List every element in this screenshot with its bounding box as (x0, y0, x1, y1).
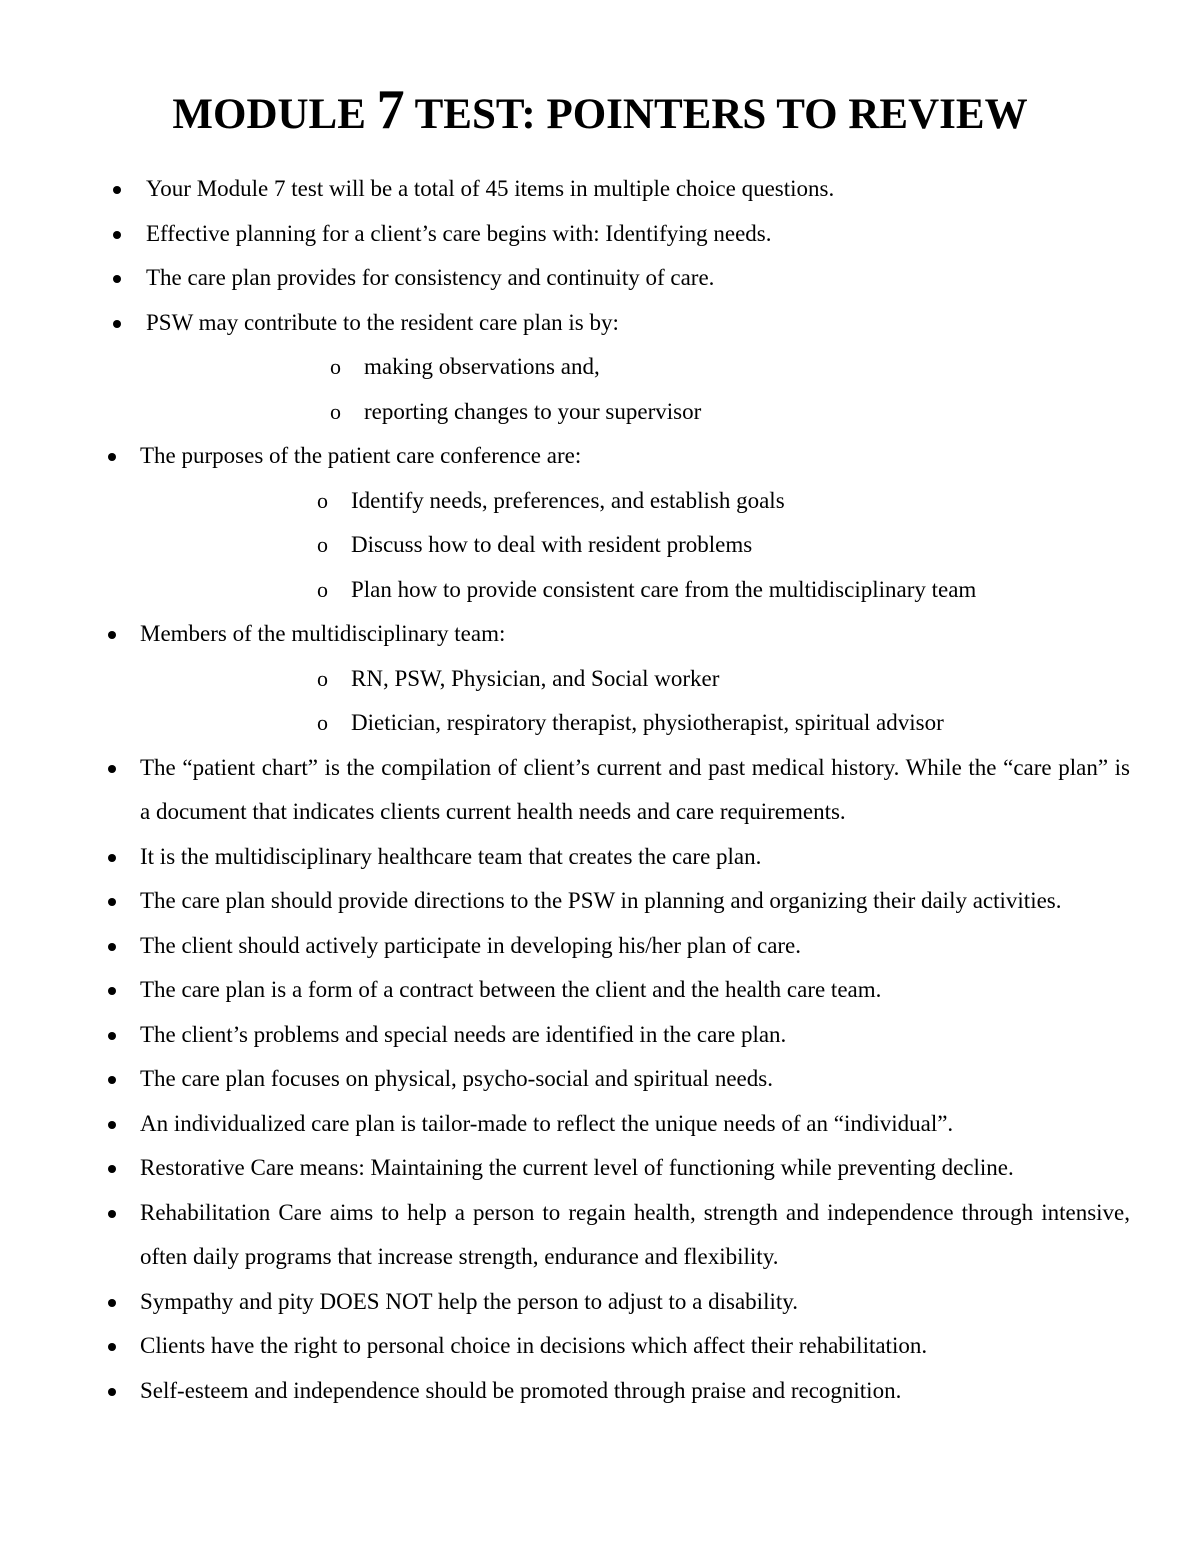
list-item (0, 301, 1200, 435)
list-item (0, 924, 1200, 969)
list-item (0, 1146, 1200, 1191)
list-item-text: An individualized care plan is tailor-made to reflect the unique needs of an “individual”. (140, 1110, 954, 1136)
list-item-text: Rehabilitation Care aims to help a person to regain health, strength and independence through intensive, often daily programs that increase strength, endurance and flexibility. (140, 1199, 1130, 1269)
list-item-text: The client should actively participate in developing his/her plan of care. (140, 932, 802, 958)
list-item-text: The care plan focuses on physical, psycho-social and spiritual needs. (140, 1066, 773, 1091)
list-item (0, 612, 1200, 746)
list-item (0, 1013, 1200, 1058)
list-item-text: The care plan should provide directions to the PSW in planning and organizing their daily activities. (140, 888, 1062, 913)
list-item-text: Clients have the right to personal choice in decisions which affect their rehabilitation. (140, 1333, 928, 1358)
list-item (0, 212, 1200, 257)
title-part-2: TEST: POINTERS TO REVIEW (404, 91, 1028, 138)
list-item-text: Members of the multidisciplinary team: (140, 621, 506, 646)
list-item-text: Self-esteem and independence should be promoted through praise and recognition. (140, 1377, 902, 1403)
list-item-text: The purposes of the patient care conference are: (140, 443, 582, 468)
sub-list-item: o RN, PSW, Physician, and Social worker (140, 657, 1130, 702)
list-item-text: It is the multidisciplinary healthcare team that creates the care plan. (140, 843, 762, 869)
list-item (0, 968, 1200, 1013)
list-item (0, 256, 1200, 301)
list-item (0, 1102, 1200, 1147)
sub-list (146, 345, 1130, 434)
sub-list-item: o reporting changes to your supervisor (146, 390, 1130, 435)
title-part-1: MODULE (172, 91, 377, 138)
list-item (0, 746, 1200, 835)
list-item-text: Sympathy and pity DOES NOT help the person to adjust to a disability. (140, 1288, 798, 1314)
title-module-number: 7 (376, 79, 405, 141)
pointers-list (0, 167, 1200, 1413)
sub-list (140, 657, 1130, 746)
list-item-text: The client’s problems and special needs are identified in the care plan. (140, 1021, 787, 1047)
list-item (0, 1191, 1200, 1280)
list-item (0, 1057, 1200, 1102)
list-item (0, 167, 1200, 212)
list-item (0, 1280, 1200, 1325)
list-item-text: Effective planning for a client’s care begins with: Identifying needs. (146, 220, 772, 246)
list-item (0, 434, 1200, 612)
sub-list-item: o making observations and, (146, 345, 1130, 390)
sub-list (140, 479, 1130, 613)
list-item-text: Your Module 7 test will be a total of 45 items in multiple choice questions. (146, 176, 835, 201)
list-item-text: PSW may contribute to the resident care plan is by: (146, 309, 619, 335)
list-item-text: The “patient chart” is the compilation of client’s current and past medical history. While the “care plan” is a document that indicates clients current health needs and care requirements. (140, 754, 1130, 824)
sub-list-item: o Plan how to provide consistent care from the multidisciplinary team (140, 568, 1130, 613)
list-item (0, 1369, 1200, 1414)
list-item-text: Restorative Care means: Maintaining the current level of functioning while preventing decline. (140, 1155, 1014, 1180)
list-item-text: The care plan provides for consistency and continuity of care. (146, 265, 715, 290)
list-item (0, 835, 1200, 880)
list-item-text: The care plan is a form of a contract between the client and the health care team. (140, 977, 882, 1002)
sub-list-item: o Dietician, respiratory therapist, physiotherapist, spiritual advisor (140, 701, 1130, 746)
sub-list-item: o Discuss how to deal with resident problems (140, 523, 1130, 568)
list-item (0, 879, 1200, 924)
sub-list-item: o Identify needs, preferences, and establish goals (140, 479, 1130, 524)
list-item (0, 1324, 1200, 1369)
page-title (0, 80, 1200, 145)
